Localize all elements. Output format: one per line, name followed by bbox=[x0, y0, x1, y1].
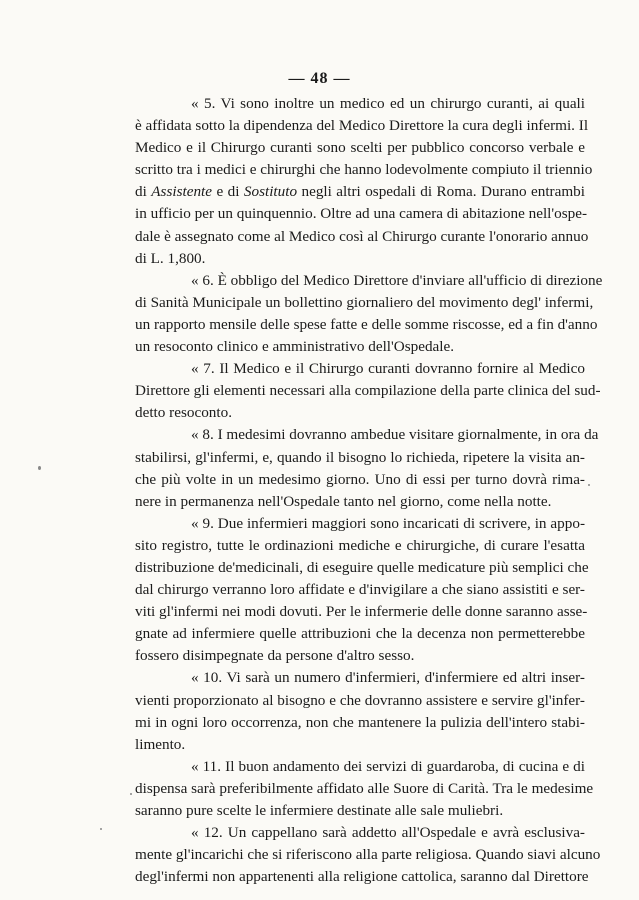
text-line: Direttore gli elementi necessari alla compilazione della parte clinica del sud- bbox=[135, 382, 601, 400]
text-line: sito registro, tutte le ordinazioni mediche e chirurgiche, di curare l'esatta bbox=[135, 536, 585, 554]
text-line: vienti proporzionato al bisogno e che dovranno assistere e servire gl'infer- bbox=[135, 691, 585, 709]
text-line: dal chirurgo verranno loro affidate e d'invigilare a che siano assistiti e ser- bbox=[135, 581, 585, 599]
text-line: dale è assegnato come al Medico così al Chirurgo curante l'onorario annuo bbox=[135, 227, 589, 245]
text-line: « 12. Un cappellano sarà addetto all'Ospedale e avrà esclusiva- bbox=[191, 824, 585, 842]
text-line: di Assistente e di Sostituto negli altri ospedali di Roma. Durano entrambi bbox=[135, 183, 585, 201]
text-line: « 11. Il buon andamento dei servizi di guardaroba, di cucina e di bbox=[191, 757, 585, 775]
scan-speck bbox=[100, 828, 102, 830]
text-line: distribuzione de'medicinali, di eseguire quelle medicature più semplici che bbox=[135, 558, 589, 576]
paragraph-art6 bbox=[135, 270, 603, 358]
text-line: gnate ad infermiere quelle attribuzioni che la decenza non permetterebbe bbox=[135, 625, 585, 643]
text-line: « 6. È obbligo del Medico Direttore d'inviare all'ufficio di direzione bbox=[191, 271, 603, 289]
text-line: che più volte in un medesimo giorno. Uno di essi per turno dovrà rima- bbox=[135, 470, 585, 488]
text-line: viti gl'infermi nei modi dovuti. Per le infermerie delle donne saranno asse- bbox=[135, 603, 588, 621]
text-line: « 9. Due infermieri maggiori sono incaricati di scrivere, in appo- bbox=[191, 514, 585, 532]
body-text bbox=[135, 93, 603, 888]
scan-speck bbox=[130, 793, 132, 795]
text-line: Medico e il Chirurgo curanti sono scelti per pubblico concorso verbale e bbox=[135, 139, 585, 157]
text-line: è affidata sotto la dipendenza del Medico Direttore la cura degli infermi. Il bbox=[135, 117, 589, 135]
text-line: di Sanità Municipale un bollettino giornaliero del movimento degl' infermi, bbox=[135, 293, 594, 311]
paragraph-art12 bbox=[135, 822, 601, 888]
text-line: saranno pure scelte le infermiere destinate alle sale muliebri. bbox=[135, 802, 504, 819]
text-line: un rapporto mensile delle spese fatte e delle somme riscosse, ed a fin d'anno bbox=[135, 315, 598, 333]
paragraph-art7 bbox=[135, 358, 601, 424]
paragraph-art9 bbox=[135, 513, 589, 668]
text-line: limento. bbox=[135, 735, 186, 753]
text-line: stabilirsi, gl'infermi, e, quando il bisogno lo richieda, ripetere la visita an- bbox=[135, 448, 585, 466]
text-line: nere in permanenza nell'Ospedale tanto nel giorno, come nella notte. bbox=[135, 492, 552, 510]
text-line: detto resoconto. bbox=[135, 404, 233, 422]
paragraph-art10 bbox=[135, 667, 585, 755]
text-line: « 5. Vi sono inoltre un medico ed un chirurgo curanti, ai quali bbox=[191, 95, 585, 112]
scan-speck bbox=[588, 484, 590, 486]
paragraph-art5 bbox=[135, 93, 593, 270]
paragraph-art8 bbox=[135, 424, 599, 512]
text-line: mente gl'incarichi che si riferiscono alla parte religiosa. Quando siavi alcuno bbox=[135, 846, 601, 864]
paragraph-art11 bbox=[135, 756, 594, 822]
scan-speck bbox=[38, 466, 41, 470]
page-number: — 48 — bbox=[288, 70, 351, 87]
text-line: in ufficio per un quinquennio. Oltre ad una camera di abitazione nell'ospe- bbox=[135, 205, 588, 223]
text-line: « 10. Vi sarà un numero d'infermieri, d'infermiere ed altri inser- bbox=[191, 669, 585, 687]
text-line: un resoconto clinico e amministrativo dell'Ospedale. bbox=[135, 338, 455, 356]
text-line: scritto tra i medici e chirurghi che hanno lodevolmente compiuto il triennio bbox=[135, 161, 593, 179]
text-line: mi in ogni loro occorrenza, non che mantenere la pulizia dell'intero stabi- bbox=[135, 713, 585, 731]
text-line: degl'infermi non appartenenti alla religione cattolica, saranno dal Direttore bbox=[135, 868, 589, 886]
text-line: « 7. Il Medico e il Chirurgo curanti dovranno fornire al Medico bbox=[191, 360, 585, 378]
text-line: fossero disimpegnate da persone d'altro sesso. bbox=[135, 647, 415, 665]
text-line: dispensa sarà preferibilmente affidato alle Suore di Carità. Tra le medesime bbox=[135, 779, 594, 797]
text-line: « 8. I medesimi dovranno ambedue visitare giornalmente, in ora da bbox=[191, 426, 599, 444]
text-line: di L. 1,800. bbox=[135, 249, 206, 267]
